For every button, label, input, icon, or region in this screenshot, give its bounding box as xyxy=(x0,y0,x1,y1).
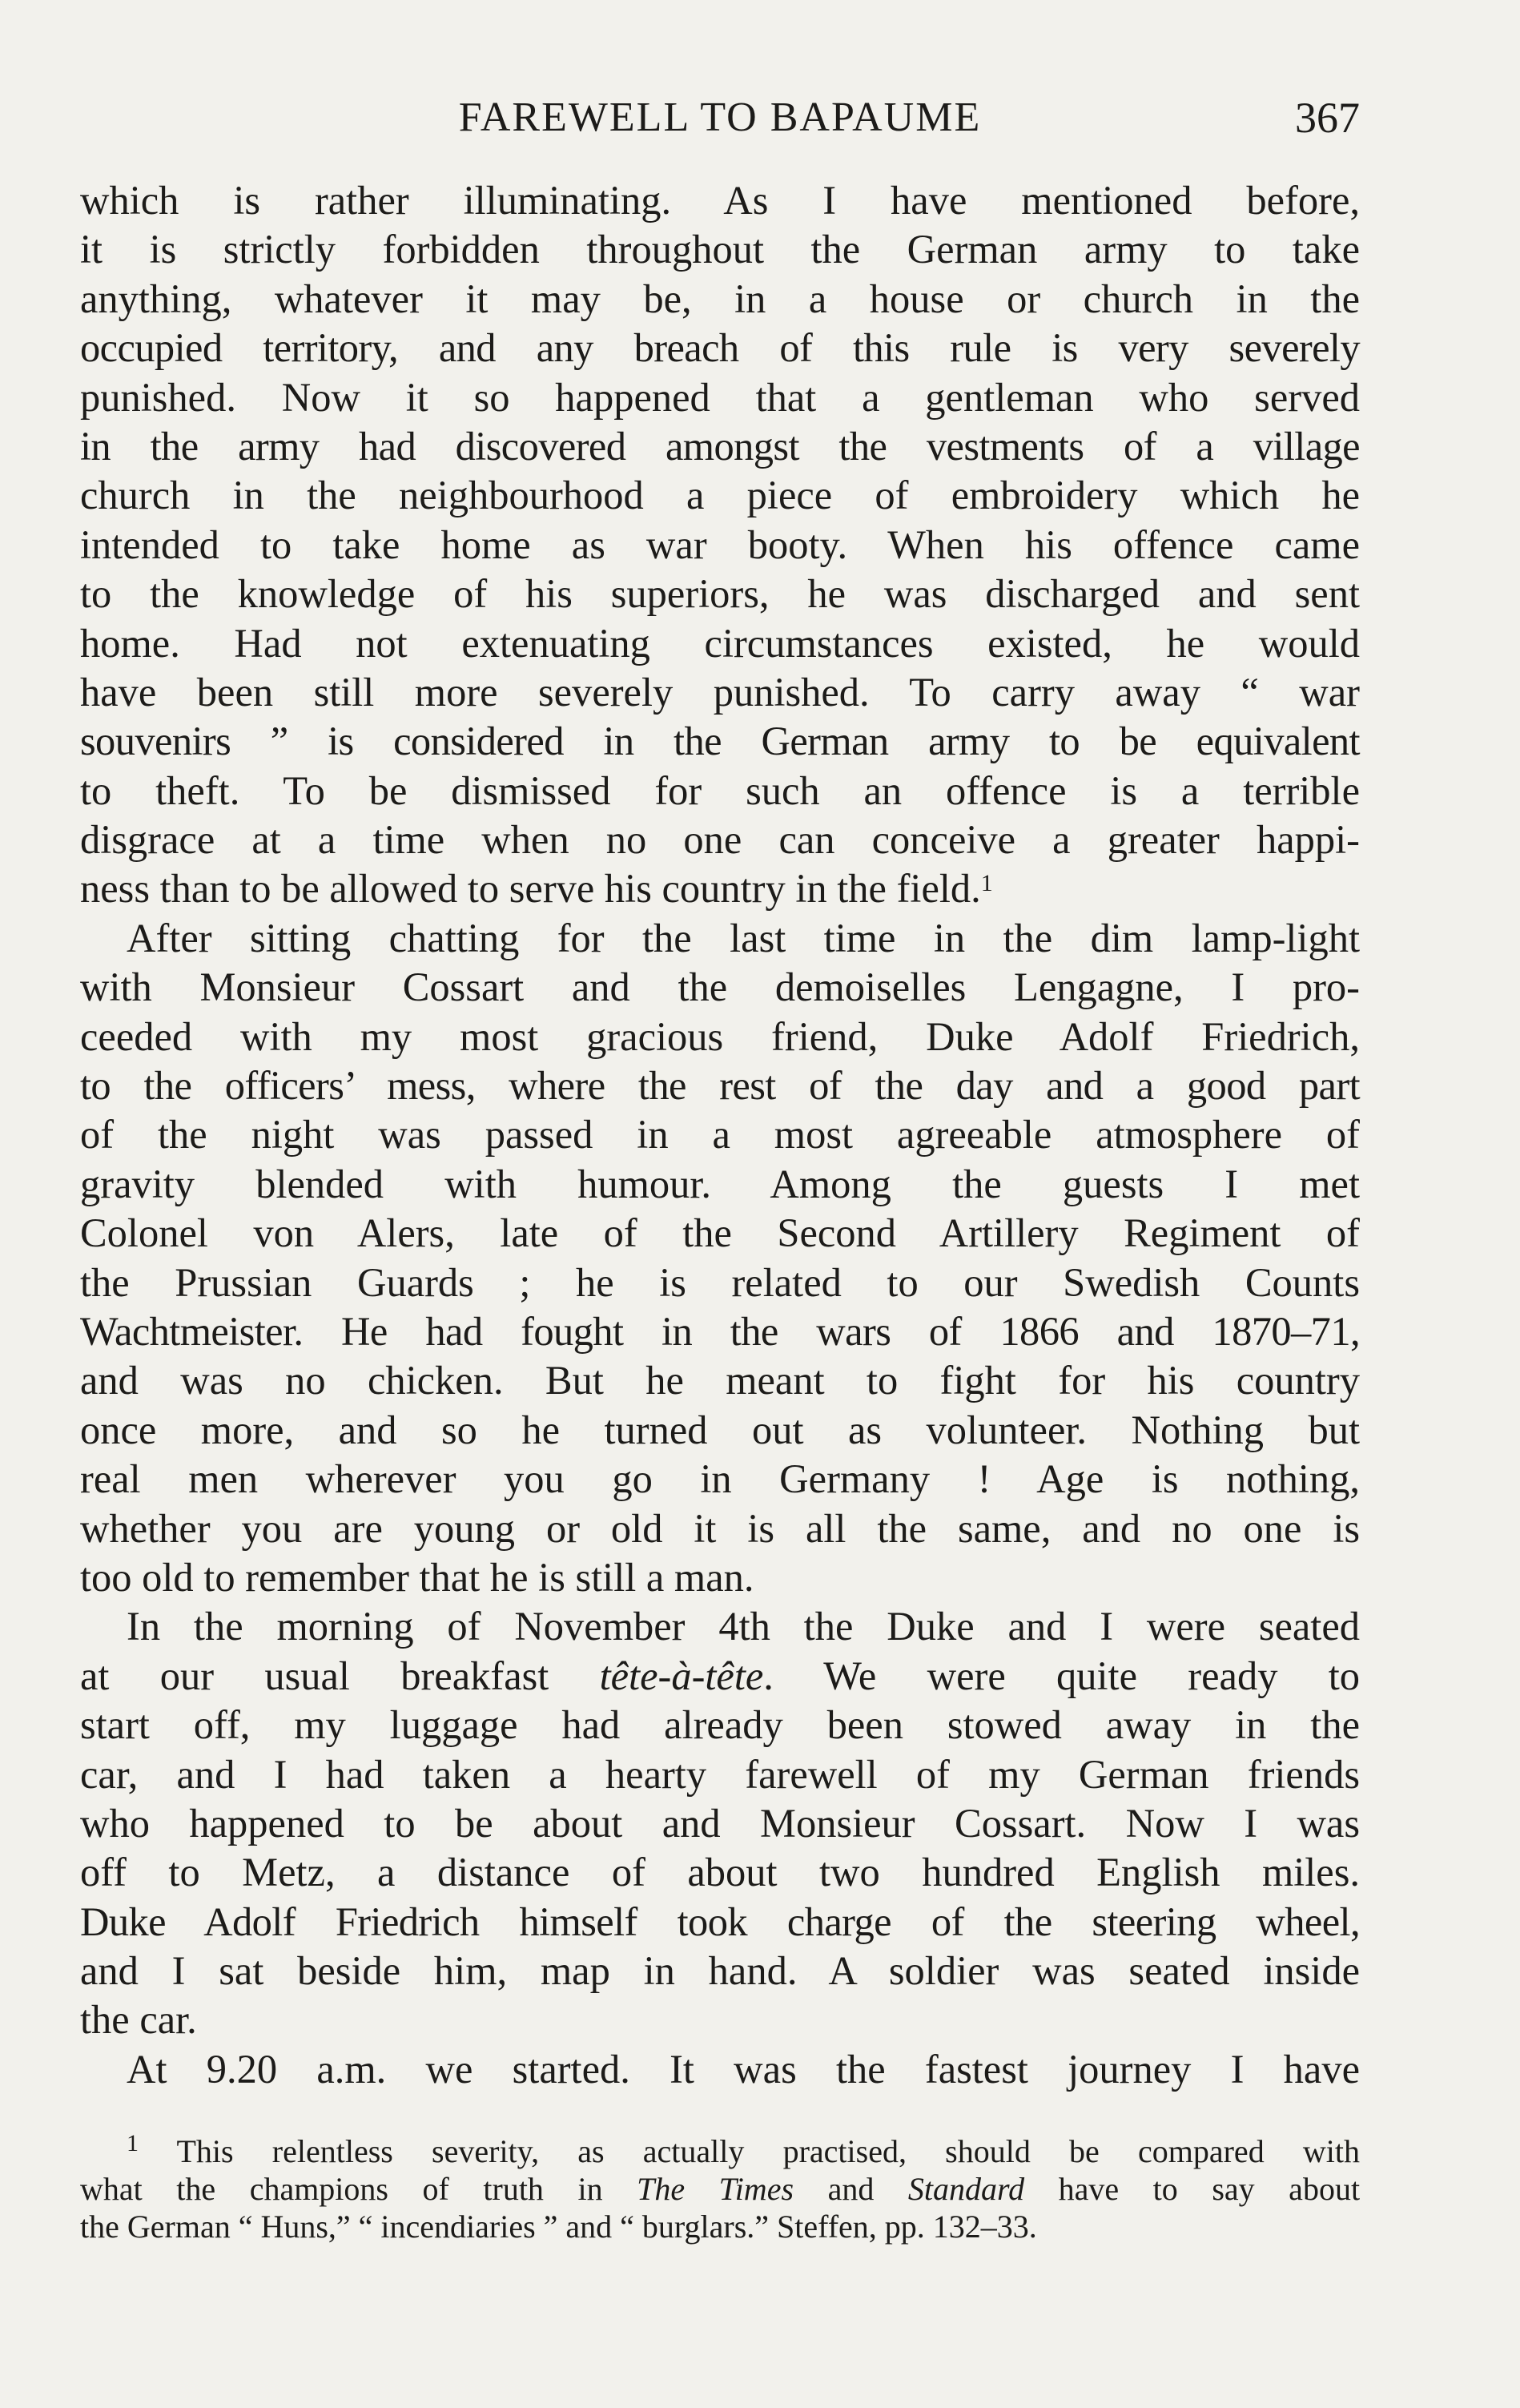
text-line: to the officers’ mess, where the rest of the day and a good part xyxy=(80,1063,1360,1109)
footnote-text: and xyxy=(827,2171,875,2207)
text-line: the car. xyxy=(80,1997,197,2043)
text-line: who happened to be about and Monsieur Cossart. Now I was xyxy=(80,1800,1360,1846)
page-number: 367 xyxy=(1295,94,1360,142)
text-line: disgrace at a time when no one can conceive a greater happi- xyxy=(80,817,1360,863)
text-line: Wachtmeister. He had fought in the wars of 1866 and 1870–71, xyxy=(80,1308,1360,1354)
text-line: too old to remember that he is still a man. xyxy=(80,1554,754,1600)
text-line: Duke Adolf Friedrich himself took charge of the steering wheel, xyxy=(80,1899,1360,1944)
text-line: souvenirs ” is considered in the German army to be equivalent xyxy=(80,719,1360,764)
text-line: off to Metz, a distance of about two hundred English miles. xyxy=(80,1850,1360,1895)
text-line: and was no chicken. But he meant to fight for his country xyxy=(80,1358,1360,1403)
text-line: of the night was passed in a most agreeable atmosphere of xyxy=(80,1112,1360,1158)
text-line: occupied territory, and any breach of this rule is very severely xyxy=(80,325,1360,371)
text-line: the Prussian Guards ; he is related to our Swedish Counts xyxy=(80,1259,1360,1305)
text-line: ceeded with my most gracious friend, Duke Adolf Friedrich, xyxy=(80,1013,1360,1059)
paragraph-first-line: At 9.20 a.m. we started. It was the fastest journey I have xyxy=(127,2046,1360,2092)
text-line-content: at our usual breakfast xyxy=(80,1653,549,1698)
text-line: gravity blended with humour. Among the guests I met xyxy=(80,1161,1360,1206)
text-line: intended to take home as war booty. When his offence came xyxy=(80,521,1360,567)
text-line: church in the neighbourhood a piece of embroidery which he xyxy=(80,473,1360,518)
footnote xyxy=(80,2132,1360,2245)
text-line: it is strictly forbidden throughout the German army to take xyxy=(80,227,1360,272)
footnote-text: This relentless severity, as actually practised, should be compared with xyxy=(176,2133,1361,2169)
text-line: have been still more severely punished. To carry away “ war xyxy=(80,669,1360,715)
paragraph-first-line: After sitting chatting for the last time in the dim lamp-light xyxy=(127,915,1360,960)
body-text xyxy=(80,176,1360,2094)
text-line: Colonel von Alers, late of the Second Artillery Regiment of xyxy=(80,1210,1360,1256)
footnote-italic: Standard xyxy=(907,2171,1025,2207)
text-line xyxy=(80,864,1360,913)
text-line: whether you are young or old it is all the same, and no one is xyxy=(80,1505,1360,1551)
footnote-line: the German “ Huns,” “ incendiaries ” and “ burglars.” Steffen, pp. 132–33. xyxy=(80,2209,1037,2245)
footnote-reference: 1 xyxy=(980,870,993,897)
text-line: car, and I had taken a hearty farewell of my German friends xyxy=(80,1751,1360,1797)
text-line-content: ness than to be allowed to serve his country in the field. xyxy=(80,866,981,912)
footnote-text: what the champions of truth in xyxy=(80,2171,603,2207)
text-line: real men wherever you go in Germany ! Age is nothing, xyxy=(80,1456,1360,1502)
footnote-italic: The Times xyxy=(637,2171,794,2207)
text-line: punished. Now it so happened that a gentleman who served xyxy=(80,374,1360,420)
paragraph-first-line: In the morning of November 4th the Duke and I were seated xyxy=(127,1604,1360,1649)
text-line: home. Had not extenuating circumstances existed, he would xyxy=(80,620,1360,666)
text-line: once more, and so he turned out as volunteer. Nothing but xyxy=(80,1407,1360,1452)
footnote-marker: 1 xyxy=(127,2130,139,2156)
footnote-line xyxy=(80,2170,1360,2208)
text-line: with Monsieur Cossart and the demoiselles Lengagne, I pro- xyxy=(80,964,1360,1010)
text-line: anything, whatever it may be, in a house or church in the xyxy=(80,276,1360,321)
text-line: start off, my luggage had already been stowed away in the xyxy=(80,1702,1360,1748)
text-line: in the army had discovered amongst the vestments of a village xyxy=(80,423,1360,469)
text-line: and I sat beside him, map in hand. A soldier was seated inside xyxy=(80,1948,1360,1994)
text-line: to the knowledge of his superiors, he was discharged and sent xyxy=(80,571,1360,617)
text-line: to theft. To be dismissed for such an offence is a terrible xyxy=(80,767,1360,813)
footnote-line xyxy=(80,2132,1360,2170)
running-head xyxy=(80,90,1360,146)
running-title: FAREWELL TO BAPAUME xyxy=(458,95,982,140)
text-line xyxy=(80,1652,1360,1701)
text-line: which is rather illuminating. As I have mentioned before, xyxy=(80,178,1360,223)
text-line-content: . We were quite ready to xyxy=(763,1653,1361,1698)
italic-phrase: tête-à-tête xyxy=(599,1653,764,1698)
footnote-text: have to say about xyxy=(1058,2171,1361,2207)
